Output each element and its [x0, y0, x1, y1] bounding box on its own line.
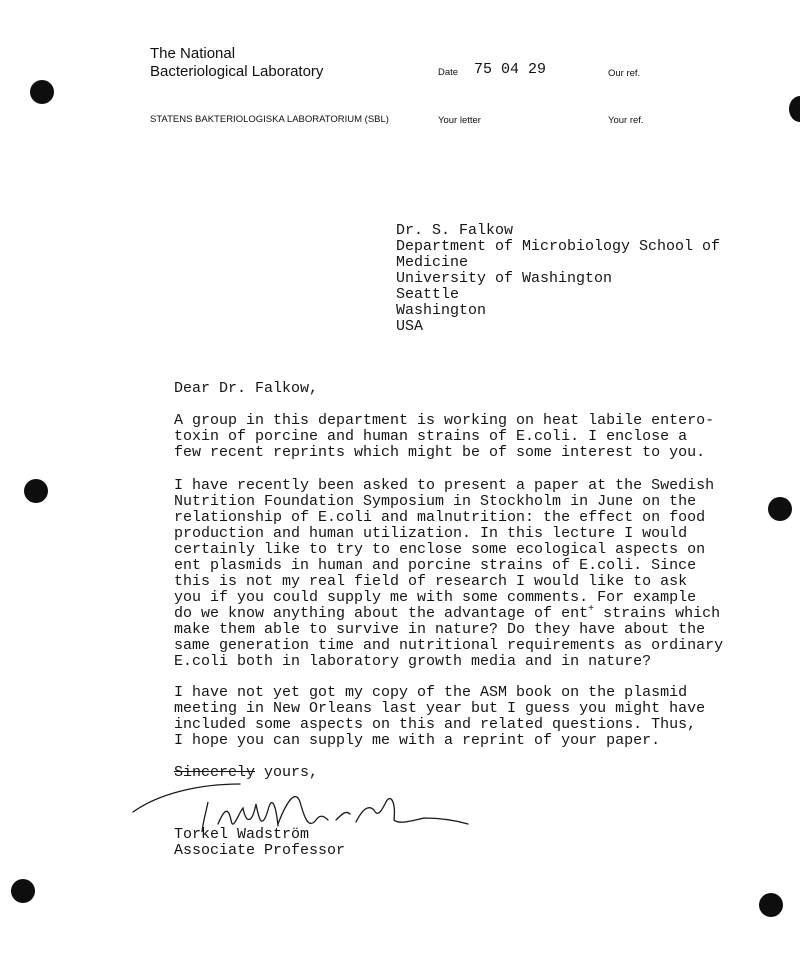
paragraph-line [174, 606, 723, 622]
your-ref-label: Your ref. [608, 115, 644, 126]
address-line: Medicine [396, 254, 469, 271]
letterhead-org-name [150, 45, 323, 81]
line-text: strains which [594, 605, 721, 622]
signer-block [174, 827, 345, 859]
punch-hole-bottom-right [759, 893, 783, 917]
superscript-plus: + [588, 604, 595, 615]
closing-rest: yours, [255, 764, 319, 781]
recipient-address [396, 223, 720, 335]
paragraph-line: E.coli both in laboratory growth media and in nature? [174, 653, 652, 670]
address-line: Department of Microbiology School of [396, 238, 721, 255]
paragraph-line: ent plasmids in human and porcine strains of E.coli. Since [174, 557, 697, 574]
paragraph-line: toxin of porcine and human strains of E.coli. I enclose a [174, 428, 688, 445]
date-label: Date [438, 67, 459, 78]
signer-name: Torkel Wadström [174, 826, 310, 843]
paragraph-line: included some aspects on this and related questions. Thus, [174, 716, 697, 733]
paragraph-line: I hope you can supply me with a reprint of your paper. [174, 732, 661, 749]
signer-title: Associate Professor [174, 842, 346, 859]
paragraph-line: you if you could supply me with some comments. For example [174, 589, 697, 606]
date-value: 75 04 29 [474, 61, 547, 78]
paragraph-line: make them able to survive in nature? Do they have about the [174, 621, 706, 638]
salutation: Dear Dr. Falkow, [174, 380, 319, 397]
address-line: University of Washington [396, 270, 613, 287]
paragraph-line: same generation time and nutritional requirements as ordinary [174, 637, 724, 654]
address-line: USA [396, 318, 424, 335]
paragraph-line: this is not my real field of research I would like to ask [174, 573, 688, 590]
address-line: Washington [396, 302, 487, 319]
org-swedish-name: STATENS BAKTERIOLOGISKA LABORATORIUM (SBL) [150, 114, 389, 125]
punch-hole-mid-right [768, 497, 792, 521]
punch-hole-top-left [30, 80, 54, 104]
org-name-line-2: Bacteriological Laboratory [150, 63, 324, 80]
address-line: Seattle [396, 286, 460, 303]
punch-hole-bottom-left [11, 879, 35, 903]
paragraph-line: A group in this department is working on heat labile entero- [174, 412, 715, 429]
paragraph-line: I have not yet got my copy of the ASM book on the plasmid [174, 684, 688, 701]
paragraph-line: Nutrition Foundation Symposium in Stockholm in June on the [174, 493, 697, 510]
closing [174, 765, 318, 781]
punch-hole-top-right [789, 96, 800, 122]
paragraph-line: meeting in New Orleans last year but I guess you might have [174, 700, 706, 717]
org-name-line-1: The National [150, 45, 236, 62]
paragraph-3 [174, 685, 705, 749]
our-ref-label: Our ref. [608, 68, 641, 79]
paragraph-line: production and human utilization. In this lecture I would [174, 525, 688, 542]
closing-line [174, 765, 318, 781]
address-line: Dr. S. Falkow [396, 222, 514, 239]
paragraph-2 [174, 478, 723, 670]
paragraph-line: few recent reprints which might be of some interest to you. [174, 444, 706, 461]
paragraph-1 [174, 413, 714, 461]
paragraph-line: certainly like to try to enclose some ecological aspects on [174, 541, 706, 558]
paragraph-line: relationship of E.coli and malnutrition: the effect on food [174, 509, 706, 526]
line-text: do we know anything about the advantage of ent [174, 605, 589, 622]
your-letter-label: Your letter [438, 115, 481, 126]
struck-word: Sincerely [174, 764, 256, 781]
punch-hole-mid-left [24, 479, 48, 503]
paragraph-line: I have recently been asked to present a paper at the Swedish [174, 477, 715, 494]
